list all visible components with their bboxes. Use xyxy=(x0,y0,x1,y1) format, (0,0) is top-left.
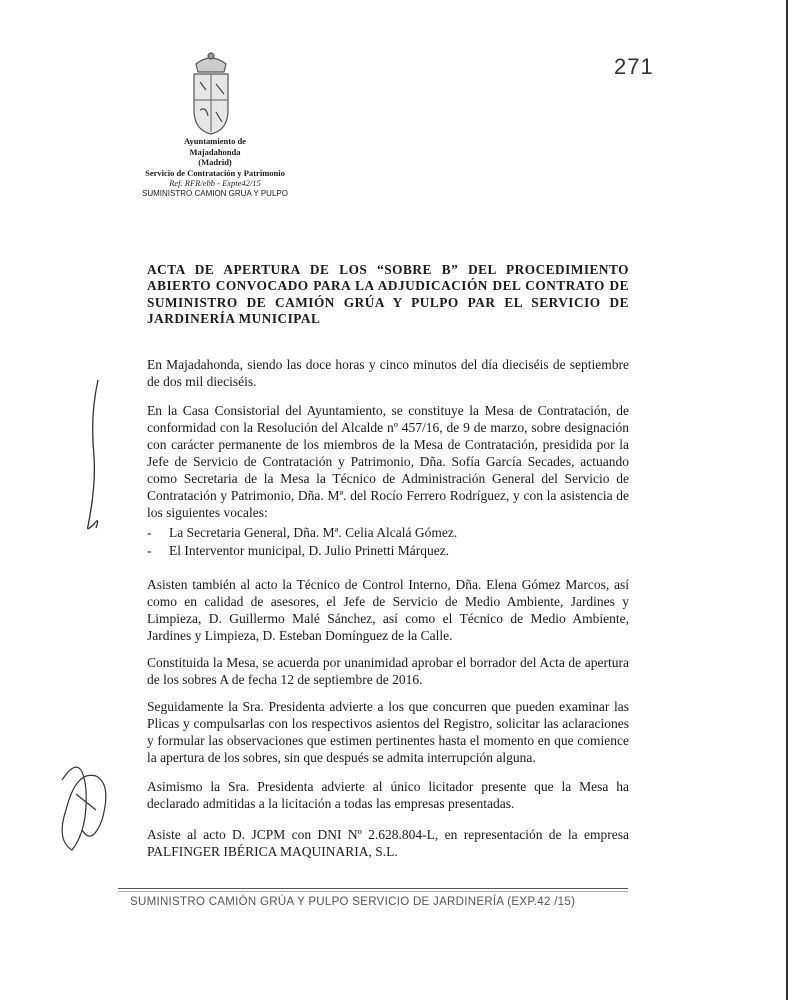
paragraph-opening: En Majadahonda, siendo las doce horas y cinco minutos del día dieciséis de septiembre de dos mil dieciséis. xyxy=(147,357,629,389)
paragraph-approval: Constituida la Mesa, se acuerda por unanimidad aprobar el borrador del Acta de apertura de los sobres A de fecha 12 de septiembre de 2016. xyxy=(147,655,629,687)
header-subject: SUMINISTRO CAMION GRUA Y PULPO xyxy=(142,188,288,198)
page-number: 271 xyxy=(614,54,654,79)
vocales-list xyxy=(147,524,629,560)
list-item-text: La Secretaria General, Dña. Mª. Celia Alcalá Gómez. xyxy=(169,525,458,540)
header-department: Servicio de Contratación y Patrimonio xyxy=(145,167,285,178)
header-reference: Ref. RFR/ebb - Expte42/15 xyxy=(169,178,261,188)
document-title: ACTA DE APERTURA DE LOS “SOBRE B” DEL PROCEDIMIENTO ABIERTO CONVOCADO PARA LA ADJUDICACIÓN DEL CONTRATO DE SUMINISTRO DE CAMIÓN GRÚA Y PULPO PAR EL SERVICIO DE JARDINERÍA MUNICIPAL xyxy=(147,262,629,326)
header-institution: Ayuntamiento de xyxy=(184,136,246,146)
paragraph-admission: Asimismo la Sra. Presidenta advierte al único licitador presente que la Mesa ha declarado admitidas a la licitación a todas las empresas presentadas. xyxy=(147,779,629,811)
municipal-crest-logo xyxy=(186,50,236,136)
page-edge-line xyxy=(786,0,788,1000)
list-item xyxy=(147,542,629,560)
list-bullet: - xyxy=(147,543,152,558)
list-item-text: El Interventor municipal, D. Julio Prinetti Márquez. xyxy=(169,543,450,558)
list-bullet: - xyxy=(147,525,152,540)
footer-rule xyxy=(118,888,628,892)
paragraph-bidder: Asiste al acto D. JCPM con DNI Nº 2.628.804-L, en representación de la empresa PALFINGER IBÉRICA MAQUINARIA, S.L. xyxy=(147,827,629,859)
paragraph-constitution: En la Casa Consistorial del Ayuntamiento, se constituye la Mesa de Contratación, de conformidad con la Resolución del Alcalde nº 457/16, de 9 de marzo, sobre designación con carácter permanente de los miembros de la Mesa de Contratación, presidida por la Jefe de Servicio de Contratación y Patrimonio, Dña. Sofía García Secades, actuando como Secretaria de la Mesa la Técnico de Administración General del Servicio de Contratación y Patrimonio, Dña. Mª. del Rocío Ferrero Rodríguez, y con la asistencia de los siguientes vocales: xyxy=(147,403,629,520)
paragraph-instructions: Seguidamente la Sra. Presidenta advierte a los que concurren que pueden examinar las Plicas y compulsarlas con los respectivos asientos del Registro, solicitar las aclaraciones y formular las observaciones que estimen pertinentes hasta el momento en que comience la apertura de los sobres, sin que después se admita interrupción alguna. xyxy=(147,699,629,765)
signature-mark-upper xyxy=(78,376,108,536)
header-region: (Madrid) xyxy=(198,157,232,167)
list-item xyxy=(147,524,629,542)
footer-text: SUMINISTRO CAMIÓN GRÚA Y PULPO SERVICIO DE JARDINERÍA (EXP.42 /15) xyxy=(130,896,576,908)
signature-mark-lower xyxy=(52,750,122,860)
header-block xyxy=(120,136,310,199)
paragraph-attendees: Asisten también al acto la Técnico de Control Interno, Dña. Elena Gómez Marcos, así como en calidad de asesores, el Jefe de Servicio de Medio Ambiente, Jardines y Limpieza, D. Guillermo Malé Sánchez, así como el Técnico de Medio Ambiente, Jardines y Limpieza, D. Esteban Domínguez de la Calle. xyxy=(147,577,629,643)
header-town: Majadahonda xyxy=(189,146,241,157)
